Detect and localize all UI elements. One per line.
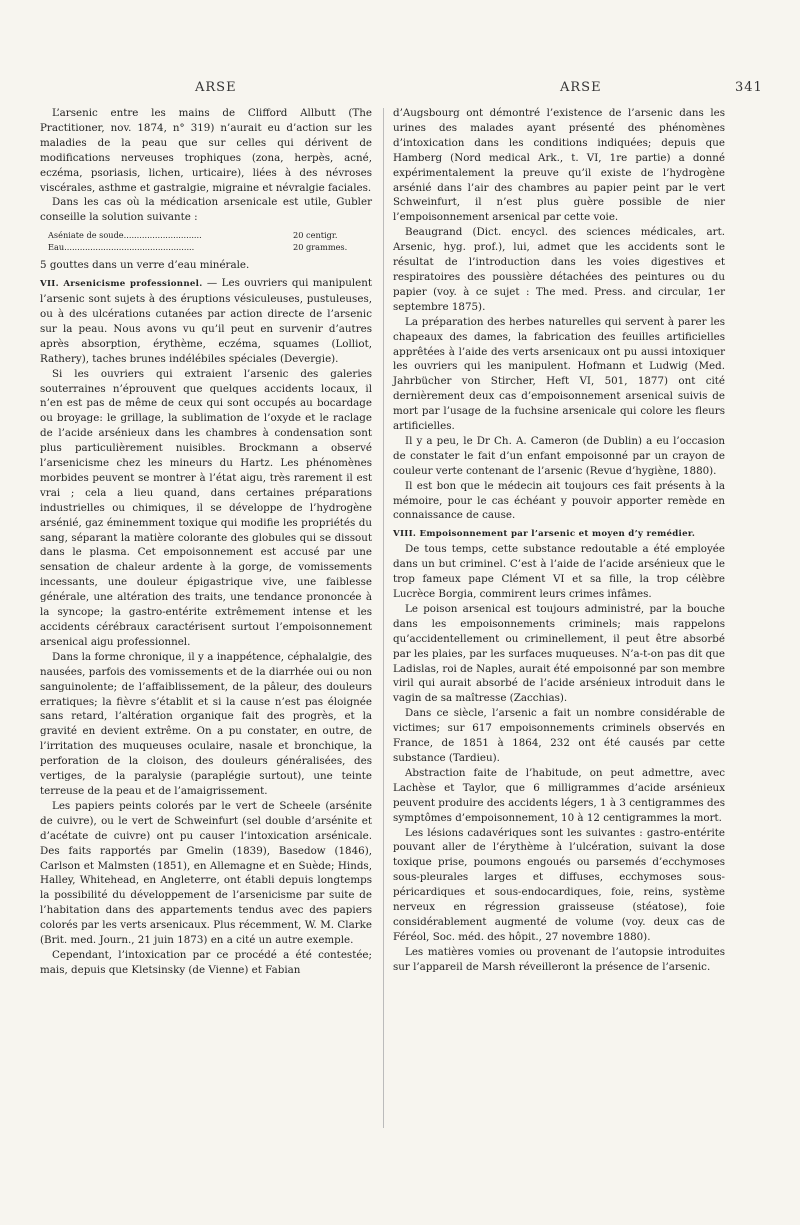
- recipe-row: [48, 229, 372, 241]
- paragraph: L’arsenic entre les mains de Clifford Allbutt (The Practitioner, nov. 1874, n° 319) n’aurait eu d’action sur les maladies de la peau que sur celles qui dérivent de modifications nerveuses trophiques (zona, herpès, acné, eczéma, psoriasis, lichen, urticaire), liées à des névroses viscérales, asthme et gastralgie, migraine et névralgie faciales.: [40, 107, 372, 194]
- paragraph: Le poison arsenical est toujours administré, par la bouche dans les empoisonnements criminels; mais rappelons qu’accidentellement ou criminellement, il peut être absorbé par les plaies, par les surfaces muqueuses. N’a-t-on pas dit que Ladislas, roi de Naples, aurait été empoisonné par son membre viril qui aurait absorbé de l’acide arsénieux introduit dans le vagin de sa maîtresse (Zacchias).: [393, 602, 725, 705]
- recipe-table: [48, 229, 372, 253]
- paragraph: Si les ouvriers qui extraient l’arsenic des galeries souterraines n’éprouvent que quelques accidents locaux, il n’en est pas de même de ceux qui sont occupés au bocardage ou broyage: le grillage, la sublimation de l’oxyde et le raclage de l’acide arsénieux dans les chambres à condensation sont plus particulièrement nuisibles. Brockmann a observé l’arsenicisme chez les mineurs du Hartz. Les phénomènes morbides peuvent se montrer à l’état aigu, très rarement il est vrai ; cela a lieu quand, dans certaines préparations industrielles ou chimiques, il se développe de l’hydrogène arsénié, gaz éminemment toxique qui modifie les propriétés du sang, séparant la matière colorante des globules qui se dissout dans le plasma. Cet empoisonnement est accusé par une sensation de chaleur ardente à la gorge, de vomissements incessants, une douleur épigastrique vive, une faiblesse générale, une altération des traits, une tendance prononcée à la syncope; la gastro-entérite extrêmement intense et les accidents cérébraux caractérisent surtout l’empoisonnement arsenical aigu professionnel.: [40, 367, 372, 648]
- paragraph: De tous temps, cette substance redoutable a été employée dans un but criminel. C’est à l’aide de l’acide arsénieux que le trop fameux pape Clément VI et sa fille, la trop célèbre Lucrèce Borgia, commirent leurs crimes infâmes.: [393, 543, 725, 600]
- page-number: 341: [735, 80, 763, 95]
- running-head-right: ARSE: [560, 80, 602, 95]
- section-viii: [393, 526, 725, 542]
- recipe-ingredient: Aséniate de soude..............................: [48, 230, 202, 241]
- recipe-row: [48, 241, 372, 253]
- paragraph: Abstraction faite de l’habitude, on peut admettre, avec Lachèse et Taylor, que 6 milligrammes d’acide arsénieux peuvent produire des accidents légers, 1 à 3 centigrammes des symptômes d’empoisonnement, 10 à 12 centigrammes la mort.: [393, 766, 725, 824]
- paragraph: d’Augsbourg ont démontré l’existence de l’arsenic dans les urines des malades ayant présenté des phénomènes d’intoxication dans les conditions indiquées; depuis que Hamberg (Nord medical Ark., t. VI, 1re partie) a donné expérimentalement la preuve qu’il existe de l’hydrogène arsénié dans l’air des chambres au papier peint par le vert Schweinfurt, il n’est plus guère possible de nier l’empoisonnement arsenical par cette voie.: [393, 107, 725, 224]
- running-head-left: ARSE: [195, 80, 237, 95]
- paragraph: 5 gouttes dans un verre d’eau minérale.: [40, 259, 250, 272]
- paragraph: Il est bon que le médecin ait toujours ces fait présents à la mémoire, pour le cas échéant y pouvoir apporter remède en connaissance de cause.: [393, 479, 725, 522]
- paragraph: Dans ce siècle, l’arsenic a fait un nombre considérable de victimes; sur 617 empoisonnements criminels observés en France, de 1851 à 1864, 232 ont été causés par cette substance (Tardieu).: [393, 707, 725, 764]
- section-heading: VII. Arsenicisme professionnel.: [40, 279, 203, 290]
- recipe-quantity: 20 grammes.: [293, 242, 348, 253]
- paragraph: La préparation des herbes naturelles qui servent à parer les chapeaux des dames, la fabrication des feuilles artificielles apprêtées à l’aide des verts arsenicaux ont pu aussi intoxiquer les ouvriers qui les manipulent. Hofmann et Ludwig (Med. Jahrbücher von Stircher, Heft VI, 501, 1877) ont cité dernièrement deux cas d’empoisonnement arsenical suivis de mort par l’usage de la fuchsine arsenicale qui colore les fleurs artificielles.: [393, 315, 725, 433]
- paragraph: Les papiers peints colorés par le vert de Scheele (arsénite de cuivre), ou le vert de Schweinfurt (sel double d’arsénite et d’acétate de cuivre) ont pu causer l’intoxication arsénicale. Des faits rapportés par Gmelin (1839), Basedow (1846), Carlson et Malmsten (1851), en Allemagne et en Suède; Hinds, Halley, Whitehead, en Angleterre, ont établi depuis longtemps la possibilité du développement de l’arsenicisme par suite de l’habitation dans des appartements tendus avec des papiers colorés par les verts arsenicaux. Plus récemment, W. M. Clarke (Brit. med. Journ., 21 juin 1873) en a cité un autre exemple.: [40, 799, 372, 947]
- left-column: [40, 106, 372, 978]
- section-vii: [40, 276, 372, 366]
- paragraph: Il y a peu, le Dr Ch. A. Cameron (de Dublin) a eu l’occasion de constater le fait d’un enfant empoisonné par un crayon de couleur verte contenant de l’arsenic (Revue d’hygiène, 1880).: [393, 434, 725, 477]
- column-divider: [383, 108, 384, 1128]
- paragraph: Dans la forme chronique, il y a inappétence, céphalalgie, des nausées, parfois des vomissements et de la diarrhée oui ou non sanguinolente; de l’affaiblissement, de la pâleur, des douleurs erratiques; la fièvre s’établit et si la cause n’est pas éloignée sans retard, l’altération organique fait des progrès, et la gravité en devient extrême. On a pu constater, en outre, de l’irritation des muqueuses oculaire, nasale et bronchique, la perforation de la cloison, des douleurs généralisées, des vertiges, de la paralysie (paraplégie surtout), une teinte terreuse de la peau et de l’amaigrissement.: [40, 650, 372, 797]
- section-body: — Les ouvriers qui manipulent l’arsenic sont sujets à des éruptions vésiculeuses, pustuleuses, ou à des ulcérations cutanées par action directe de l’arsenic sur la peau. Nous avons vu qu’il peut en survenir d’autres après absorption, érythème, eczéma, squames (Lolliot, Rathery), taches brunes indélébiles spéciales (Devergie).: [40, 277, 372, 365]
- paragraph: Cependant, l’intoxication par ce procédé a été contestée; mais, depuis que Kletsinsky (de Vienne) et Fabian: [40, 948, 372, 976]
- paragraph: Les lésions cadavériques sont les suivantes : gastro-entérite pouvant aller de l’érythème à l’ulcération, suivant la dose toxique prise, poumons engoués ou parsemés d’ecchymoses sous-pleurales larges et diffuses, ecchymoses sous-péricardiques et sous-endocardiques, foie, reins, système nerveux en régression graisseuse (stéatose), foie considérablement augmenté de volume (voy. deux cas de Féréol, Soc. méd. des hôpit., 27 novembre 1880).: [393, 826, 725, 943]
- section-heading: VIII. Empoisonnement par l’arsenic et moyen d’y remédier.: [393, 529, 696, 540]
- paragraph: Dans les cas où la médication arsenicale est utile, Gubler conseille la solution suivante :: [40, 196, 372, 224]
- paragraph: Les matières vomies ou provenant de l’autopsie introduites sur l’appareil de Marsh réveilleront la présence de l’arsenic.: [393, 945, 725, 973]
- paragraph: Beaugrand (Dict. encycl. des sciences médicales, art. Arsenic, hyg. prof.), lui, admet que les accidents sont le résultat de l’introduction dans les voies digestives et respiratoires des poussière détachées des peintures ou du papier (voy. à ce sujet : The med. Press. and circular, 1er septembre 1875).: [393, 226, 725, 313]
- recipe-ingredient: Eau..................................................: [48, 242, 195, 253]
- right-column: [393, 106, 725, 975]
- recipe-quantity: 20 centigr.: [293, 230, 338, 241]
